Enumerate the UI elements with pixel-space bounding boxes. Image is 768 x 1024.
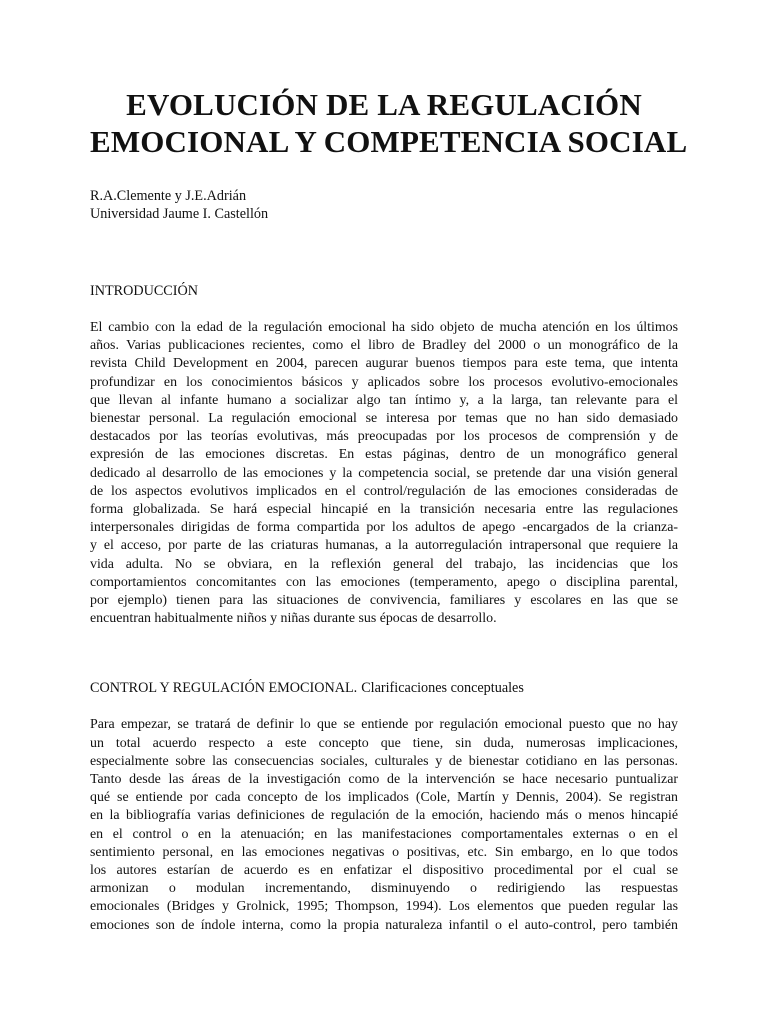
text-line: especialmente sobre las consecuencias sociales, culturales y de bienestar cotidiano en las personas. [90,753,678,769]
text-line: dedicado al desarrollo de las emociones y la competencia social, se pretende dar una visión general [90,465,678,481]
text-line: años. Varias publicaciones recientes, como el libro de Bradley del 2000 o un monográfico de la [90,338,678,354]
text-line: un total acuerdo respecto a este concepto que tiene, sin duda, numerosas implicaciones, [90,735,678,751]
text-line: vida adulta. No se obviara, en la reflexión general del trabajo, las incidencias que los [90,556,678,572]
section-heading-control-regulacion [90,679,678,697]
text-line: emocionales (Bridges y Grolnick, 1995; Thompson, 1994). Los elementos que pueden regular las [90,899,678,915]
text-line: por ejemplo) tienen para las situaciones de convivencia, familiares y escolares en las que se [90,593,678,609]
section-heading-introduccion [90,282,678,300]
section-subheading-text: Clarificaciones conceptuales [361,680,524,697]
text-line: forma globalizada. Se hará especial hincapié en la transición necesaria entre las regulaciones [90,502,678,518]
text-line: bienestar personal. La regulación emocional se interesa por temas que no han sido demasiado [90,411,678,427]
text-line: expresión de las emociones discretas. En estas páginas, dentro de un monográfico general [90,447,678,463]
text-line: interpersonales dirigidas de forma compartida por los adultos de apego -encargados de la crianza- [90,520,678,536]
author-block [90,187,678,223]
section-heading-text: INTRODUCCIÓN [90,283,198,299]
text-line: armonizan o modulan incrementando, disminuyendo o redirigiendo las respuestas [90,881,678,897]
document-title [90,86,688,160]
text-line: El cambio con la edad de la regulación emocional ha sido objeto de mucha atención en los últimos [90,320,678,335]
author-affiliation: Universidad Jaume I. Castellón [90,206,269,222]
text-line: comportamientos concomitantes con las emociones (temperamento, apego o disciplina parental, [90,574,678,590]
text-line: profundizar en los conocimientos básicos y aplicados sobre los procesos evolutivo-emocionales [90,374,678,390]
text-line: y el acceso, por parte de las criaturas humanas, a la autorregulación intrapersonal que requiere la [90,538,678,554]
text-line: que llevan al infante humano a socializar algo tan íntimo y, a la larga, tan relevante para el [90,392,678,408]
paragraph-introduccion [90,319,678,628]
text-line: qué se entiende por cada concepto de los implicados (Cole, Martín y Dennis, 2004). Se registran [90,790,678,806]
text-line: los autores estarían de acuerdo es en enfatizar el dispositivo procedimental por el cual se [90,863,678,879]
author-names: R.A.Clemente y J.E.Adrián [90,188,247,204]
text-line: destacados por las teorías evolutivas, más preocupadas por los procesos de comprensión y de [90,429,678,445]
text-line: en el control o en la atenuación; en las manifestaciones comportamentales externas o en el [90,826,678,842]
text-line: en la bibliografía varias definiciones de regulación de la emoción, haciendo más o menos hincapié [90,808,678,824]
text-line: sentimiento personal, en las emociones negativas o positivas, etc. Sin embargo, en lo que todos [90,844,678,860]
section-heading-text: CONTROL Y REGULACIÓN EMOCIONAL. [90,680,358,697]
text-line: Para empezar, se tratará de definir lo que se entiende por regulación emocional puesto que no hay [90,717,678,733]
text-line: revista Child Development en 2004, parecen augurar buenos tiempos para este tema, que intenta [90,356,678,372]
text-line: de los aspectos evolutivos implicados en el control/regulación de las emociones consideradas de [90,483,678,499]
text-line: encuentran habitualmente niños y niñas durante sus épocas de desarrollo. [90,611,497,627]
title-line: EVOLUCIÓN DE LA REGULACIÓN [126,87,642,122]
title-line: EMOCIONAL Y COMPETENCIA SOCIAL [90,124,688,159]
paragraph-control-regulacion [90,716,678,934]
text-line: emociones son de índole interna, como la propia naturaleza infantil o el auto-control, pero también [90,917,678,933]
text-line: Tanto desde las áreas de la investigación como de la intervención se hace necesario puntualizar [90,772,678,788]
